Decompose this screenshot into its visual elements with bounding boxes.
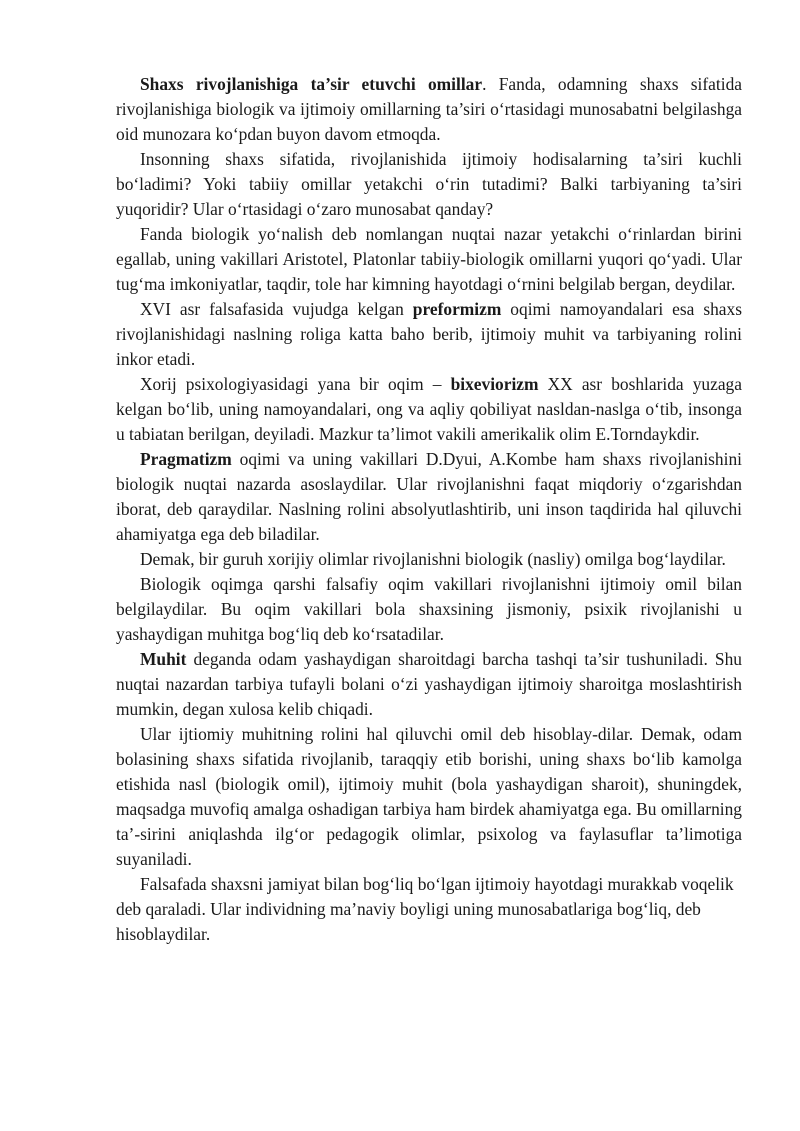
bold-term: Muhit: [140, 649, 187, 669]
paragraph-conclusion-biological: [116, 547, 742, 572]
paragraph-text: Fanda biologik yo‘nalish deb nomlangan nuqtai nazar yetakchi o‘rinlardan birini egallab, uning vakillari Aristotel, Platonlar tabiiy-biologik omillarni yuqori qo‘yadi. Ular tug‘ma imkoniyatlar, taqdir, tole har kimning hayotdagi o‘rnini belgilab bergan, deydilar.: [116, 224, 742, 294]
paragraph-text: Falsafada shaxsni jamiyat bilan bog‘liq bo‘lgan ijtimoiy hayotdagi murakkab voqelik deb qaraladi. Ular individning ma’naviy boyligi uning munosabatlariga bog‘liq, deb hisoblaydilar.: [116, 874, 734, 944]
paragraph-questions: [116, 147, 742, 222]
paragraph-environment: [116, 647, 742, 722]
paragraph-text: deganda odam yashaydigan sharoitdagi barcha tashqi ta’sir tushuniladi. Shu nuqtai nazardan tarbiya tufayli bolani o‘zi yashaydigan ijtimoiy sharoitga moslashtirish mumkin, degan xulosa kelib chiqadi.: [116, 649, 742, 719]
paragraph-text: Ular ijtiomiy muhitning rolini hal qiluvchi omil deb hisoblay-dilar. Demak, odam bolasining shaxs sifatida rivojlanib, taraqqiy etib borishi, uning shaxs bo‘lib kamolga etishida nasl (biologik omil), ijtimoiy muhit (bola yashaydigan sharoit), shuningdek, maqsadga muvofiq amalga oshadigan tarbiya ham birdek ahamiyatga ega. Bu omillarning ta’-sirini aniqlashda ilg‘or pedagogik olimlar, psixolog va faylasuflar ta’limotiga suyaniladi.: [116, 724, 742, 869]
paragraph-pragmatism: [116, 447, 742, 547]
document-page: [116, 72, 742, 947]
paragraph-text: XVI asr falsafasida vujudga kelgan: [140, 299, 413, 319]
paragraph-text: Demak, bir guruh xorijiy olimlar rivojlanishni biologik (nasliy) omilga bog‘laydilar.: [140, 549, 726, 569]
paragraph-intro: [116, 72, 742, 147]
bold-term: preformizm: [412, 299, 502, 319]
paragraph-text: . Fanda, odamning shaxs sifatida rivojlanishiga biologik va ijtimoiy omillarning ta’siri o‘rtasidagi munosabatni belgilashga oid munozara ko‘pdan buyon davom etmoqda.: [116, 74, 742, 144]
paragraph-biological-view: [116, 222, 742, 297]
paragraph-behaviorism: [116, 372, 742, 447]
paragraph-text: Xorij psixologiyasidagi yana bir oqim –: [140, 374, 451, 394]
paragraph-preformism: [116, 297, 742, 372]
bold-heading-term: Shaxs rivojlanishiga ta’sir etuvchi omillar: [140, 74, 483, 94]
bold-term: Pragmatizm: [140, 449, 232, 469]
paragraph-philosophy: [116, 872, 742, 947]
paragraph-factors: [116, 722, 742, 872]
paragraph-text: oqimi namoyandalari esa shaxs rivojlanishidagi naslning roliga katta baho berib, ijtimoiy muhit va tarbiyaning rolini inkor etadi.: [116, 299, 742, 369]
paragraph-text: Insonning shaxs sifatida, rivojlanishida ijtimoiy hodisalarning ta’siri kuchli bo‘ladimi? Yoki tabiiy omillar yetakchi o‘rin tutadimi? Balki tarbiyaning ta’siri yuqoridir? Ular o‘rtasidagi o‘zaro munosabat qanday?: [116, 149, 742, 219]
paragraph-text: XX asr boshlarida yuzaga kelgan bo‘lib, uning namoyandalari, ong va aqliy qobiliyat nasldan-naslga o‘tib, insonga u tabiatan berilgan, deyiladi. Mazkur ta’limot vakili amerikalik olim E.Torndaykdir.: [116, 374, 742, 444]
paragraph-text: Biologik oqimga qarshi falsafiy oqim vakillari rivojlanishni ijtimoiy omil bilan belgilaydilar. Bu oqim vakillari bola shaxsining jismoniy, psixik rivojlanishi u yashaydigan muhitga bog‘liq deb ko‘rsatadilar.: [116, 574, 742, 644]
bold-term: bixeviorizm: [450, 374, 539, 394]
paragraph-text: oqimi va uning vakillari D.Dyui, A.Kombe ham shaxs rivojlanishini biologik nuqtai nazarda asoslaydilar. Ular rivojlanishni faqat miqdoriy o‘zgarishdan iborat, deb qaraydilar. Naslning rolini absolyutlashtirib, uni inson taqdirida hal qiluvchi ahamiyatga ega deb biladilar.: [116, 449, 742, 544]
paragraph-social-view: [116, 572, 742, 647]
